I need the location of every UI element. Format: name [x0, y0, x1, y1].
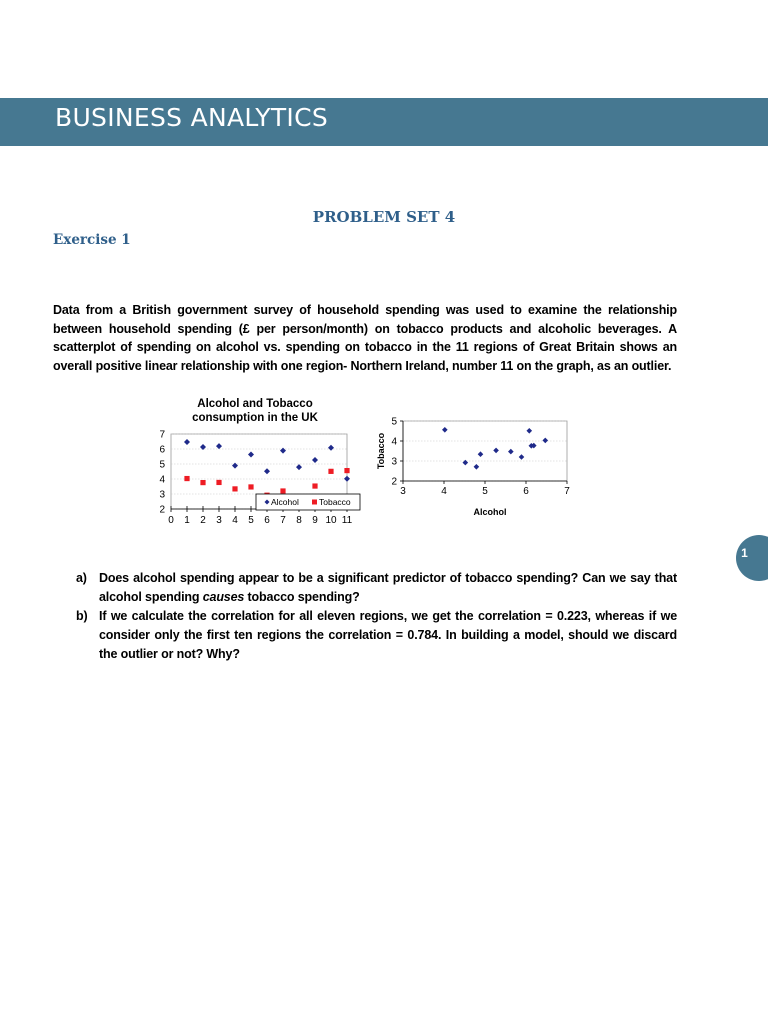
legend-tobacco-label: Tobacco: [319, 497, 351, 507]
exercise-heading: Exercise 1: [53, 232, 131, 248]
chart1-title-line2: consumption in the UK: [192, 412, 318, 424]
region-point: [508, 449, 514, 455]
region-point: [493, 448, 499, 454]
tobacco-point: [344, 468, 349, 473]
alcohol-point: [328, 445, 334, 451]
alcohol-point: [248, 452, 254, 458]
question-text-part: Does alcohol spending appear to be a significant predictor of tobacco spending? Can we say that alcohol spending: [99, 571, 677, 604]
chart2-plot-frame: [403, 421, 567, 481]
alcohol-point: [184, 439, 190, 445]
page-number: 1: [741, 546, 748, 560]
question-emphasis: causes: [202, 590, 245, 604]
chart1-x-tick-label: 3: [216, 515, 222, 526]
chart1-y-tick-label: 5: [159, 459, 165, 471]
question-text: [99, 607, 677, 664]
tobacco-point: [200, 480, 205, 485]
chart2-x-tick-label: 4: [441, 486, 447, 497]
question-list: [76, 569, 677, 664]
question-item: [76, 607, 677, 664]
chart1-x-tick-label: 7: [280, 515, 286, 526]
intro-paragraph: Data from a British government survey of household spending was used to examine the relationship between household spending (£ per person/month) on tobacco products and alcoholic beverages. A scatterplot of spending on alcohol vs. spending on tobacco in the 11 regions of Great Britain shows an overall positive linear relationship with one region- Northern Ireland, number 11 on the graph, as an outlier.: [53, 303, 677, 373]
chart2-x-tick-label: 7: [564, 486, 570, 497]
chart2-x-tick-label: 6: [523, 486, 529, 497]
region-point: [542, 438, 548, 444]
alcohol-point: [232, 463, 238, 469]
question-label: b): [76, 609, 88, 623]
chart1-x-tick-label: 0: [168, 515, 174, 526]
chart1-legend: [256, 494, 360, 510]
chart1-y-tick-label: 7: [159, 429, 165, 441]
alcohol-point: [264, 468, 270, 474]
chart2-y-tick-label: 5: [391, 416, 397, 428]
region-point: [474, 464, 480, 470]
chart1-x-tick-label: 2: [200, 515, 206, 526]
question-text-part: If we calculate the correlation for all eleven regions, we get the correlation = 0.223, whereas if we consider only the first ten regions the correlation = 0.784. In building a model, should we discard the outlier or not? Why?: [99, 609, 677, 661]
question-text-part: tobacco spending?: [244, 590, 360, 604]
chart1-x-tick-label: 8: [296, 515, 302, 526]
question-text: [99, 569, 677, 607]
tobacco-point: [280, 488, 285, 493]
alcohol-point: [216, 443, 222, 449]
tobacco-point: [312, 483, 317, 488]
chart-alcohol-tobacco-consumption: [148, 390, 368, 530]
legend-alcohol-label: Alcohol: [271, 497, 299, 507]
chart2-x-axis-label: Alcohol: [473, 507, 507, 517]
legend-tobacco-marker: [312, 500, 317, 505]
tobacco-point: [184, 476, 189, 481]
chart1-x-tick-label: 5: [248, 515, 254, 526]
region-point: [478, 451, 484, 457]
tobacco-point: [216, 480, 221, 485]
tobacco-point: [328, 469, 333, 474]
banner-title: BUSINESS ANALYTICS: [55, 103, 329, 132]
chart2-y-tick-label: 3: [391, 456, 397, 468]
alcohol-point: [344, 476, 350, 482]
alcohol-point: [312, 457, 318, 463]
chart1-y-tick-label: 6: [159, 444, 165, 456]
header-banner: [0, 98, 768, 146]
chart1-y-tick-label: 2: [159, 504, 165, 516]
tobacco-point: [248, 484, 253, 489]
chart2-x-tick-label: 3: [400, 486, 406, 497]
chart2-y-tick-label: 2: [391, 476, 397, 488]
chart1-x-tick-label: 4: [232, 515, 238, 526]
chart1-x-tick-label: 1: [184, 515, 190, 526]
tobacco-point: [232, 486, 237, 491]
region-point: [463, 460, 469, 466]
chart1-title-line1: Alcohol and Tobacco: [197, 398, 313, 410]
chart-alcohol-vs-tobacco-scatter: [372, 410, 582, 525]
chart2-y-tick-label: 4: [391, 436, 397, 448]
problem-set-title: PROBLEM SET 4: [312, 208, 456, 226]
chart2-x-tick-label: 5: [482, 486, 488, 497]
alcohol-point: [280, 448, 286, 454]
chart1-x-tick-label: 11: [341, 515, 353, 526]
question-label: a): [76, 571, 87, 585]
chart1-x-tick-label: 10: [325, 515, 337, 526]
chart1-x-tick-label: 9: [312, 515, 318, 526]
chart1-y-tick-label: 4: [159, 474, 165, 486]
region-point: [519, 454, 525, 460]
alcohol-point: [296, 464, 302, 470]
chart1-y-tick-label: 3: [159, 489, 165, 501]
chart1-x-tick-label: 6: [264, 515, 270, 526]
region-point: [442, 427, 448, 433]
question-item: [76, 569, 677, 607]
region-point: [526, 428, 532, 434]
chart2-y-axis-label: Tobacco: [376, 432, 386, 470]
